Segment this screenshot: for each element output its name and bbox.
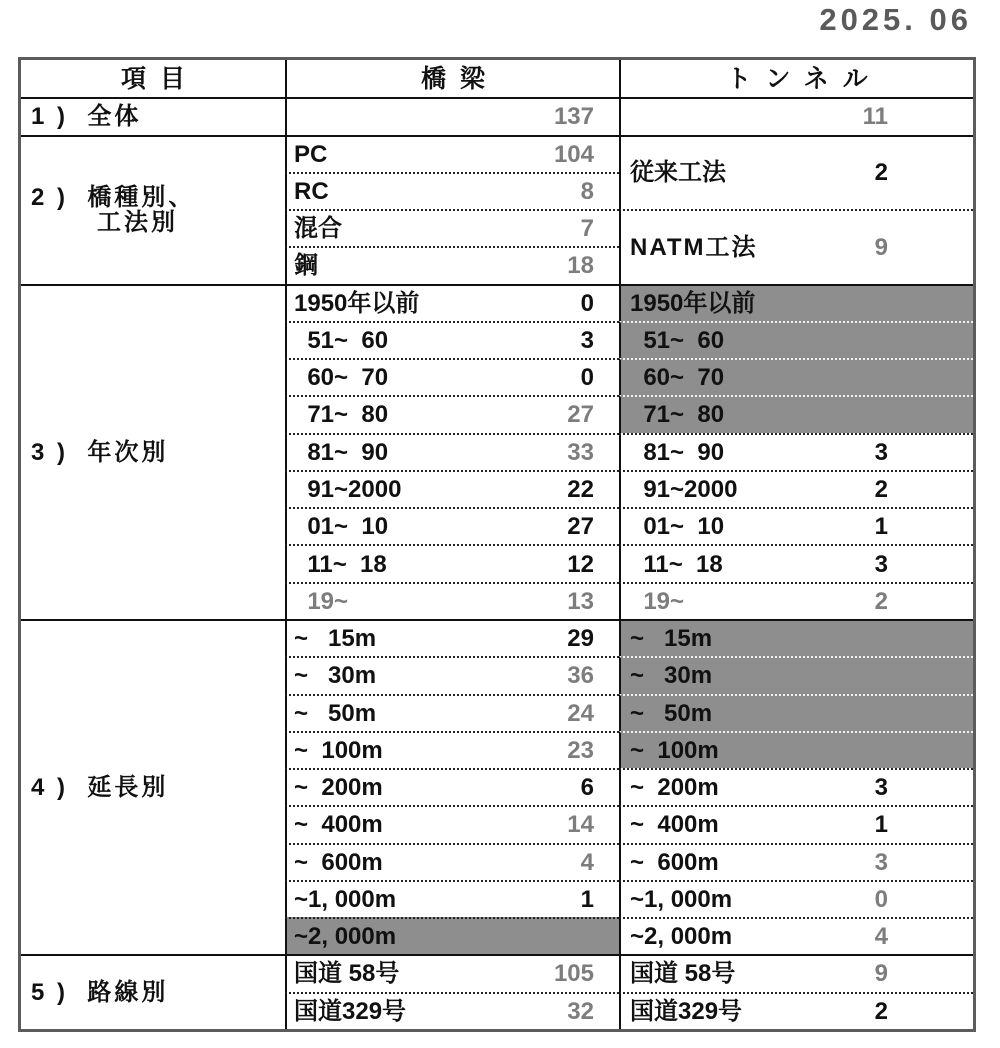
year-tunnel-7-value: 3	[874, 550, 888, 578]
length-tunnel-3-label: ~ 100m	[630, 736, 719, 764]
route-bridge-row-0	[285, 954, 619, 991]
length-bridge-row-5	[285, 805, 619, 842]
length-bridge-7-value: 1	[580, 885, 594, 913]
length-bridge-8-label: ~2, 000m	[294, 923, 397, 951]
year-bridge-2-value: 0	[580, 364, 594, 392]
length-bridge-1-value: 36	[567, 662, 594, 690]
length-bridge-6-value: 4	[580, 848, 594, 876]
header-item: 項目	[120, 64, 199, 93]
route-bridge-0-label: 国道 58号	[294, 960, 400, 988]
length-bridge-row-4	[285, 768, 619, 805]
length-tunnel-8-value: 4	[874, 923, 888, 951]
length-tunnel-8-label: ~2, 000m	[630, 923, 733, 951]
type-bridge-rc-label: RC	[294, 177, 329, 205]
length-bridge-row-8-shaded	[285, 917, 619, 954]
year-bridge-5-value: 22	[567, 475, 594, 503]
length-bridge-row-3	[285, 731, 619, 768]
length-tunnel-4-label: ~ 200m	[630, 774, 719, 802]
type-bridge-steel-value: 18	[567, 252, 594, 280]
length-tunnel-row-5	[619, 805, 973, 842]
type-bridge-steel-label: 鋼	[294, 252, 318, 280]
length-bridge-2-value: 24	[567, 699, 594, 727]
year-tunnel-row-6	[619, 507, 973, 544]
length-bridge-6-label: ~ 600m	[294, 848, 383, 876]
overall-tunnel-cell	[619, 97, 973, 134]
length-tunnel-0-label: ~ 15m	[630, 625, 713, 653]
length-bridge-5-label: ~ 400m	[294, 811, 383, 839]
year-bridge-2-label: 60~ 70	[294, 364, 389, 392]
year-bridge-row-7	[285, 544, 619, 581]
year-tunnel-row-7	[619, 544, 973, 581]
year-bridge-3-value: 27	[567, 401, 594, 429]
route-tunnel-1-value: 2	[874, 997, 888, 1025]
report-date: 2025. 06	[819, 2, 972, 37]
overall-label: 1 ) 全体	[21, 97, 285, 134]
year-bridge-6-value: 27	[567, 513, 594, 541]
type-tunnel-conventional-label: 従来工法	[630, 159, 726, 187]
year-tunnel-6-value: 1	[874, 513, 888, 541]
length-section-label-text: 4 ) 延長別	[31, 774, 169, 802]
length-bridge-row-2	[285, 694, 619, 731]
type-bridge-row-steel	[285, 246, 619, 283]
route-tunnel-row-0	[619, 954, 973, 991]
type-section-label-line1: 2 ) 橋種別、	[31, 183, 196, 211]
type-section-label	[21, 135, 285, 284]
length-tunnel-row-2-shaded	[619, 694, 973, 731]
year-bridge-6-label: 01~ 10	[294, 513, 389, 541]
year-tunnel-0-label: 1950年以前	[630, 289, 756, 317]
length-tunnel-5-label: ~ 400m	[630, 811, 719, 839]
header-bridge: 橋梁	[285, 60, 619, 97]
year-bridge-row-3	[285, 395, 619, 432]
year-tunnel-8-label: 19~	[630, 587, 685, 615]
year-tunnel-row-2-shaded	[619, 358, 973, 395]
year-tunnel-5-value: 2	[874, 475, 888, 503]
route-tunnel-row-1	[619, 992, 973, 1029]
length-bridge-row-0	[285, 619, 619, 656]
overall-bridge-cell	[285, 97, 619, 134]
type-bridge-pc-label: PC	[294, 140, 328, 168]
type-bridge-pc-value: 104	[553, 140, 594, 168]
type-bridge-row-pc	[285, 135, 619, 172]
year-bridge-8-label: 19~	[294, 587, 349, 615]
year-bridge-1-label: 51~ 60	[294, 326, 389, 354]
year-tunnel-row-4	[619, 433, 973, 470]
length-bridge-row-7	[285, 880, 619, 917]
length-bridge-row-1	[285, 656, 619, 693]
length-tunnel-6-value: 3	[874, 848, 888, 876]
year-bridge-0-value: 0	[580, 289, 594, 317]
year-tunnel-3-label: 71~ 80	[630, 401, 725, 429]
length-tunnel-5-value: 1	[874, 811, 888, 839]
year-bridge-8-value: 13	[567, 587, 594, 615]
header-tunnel: トンネル	[619, 60, 973, 97]
year-section-label-text: 3 ) 年次別	[31, 438, 169, 466]
length-tunnel-row-1-shaded	[619, 656, 973, 693]
route-bridge-1-label: 国道329号	[294, 997, 407, 1025]
route-bridge-row-1	[285, 992, 619, 1029]
length-tunnel-row-3-shaded	[619, 731, 973, 768]
year-tunnel-4-label: 81~ 90	[630, 438, 725, 466]
length-bridge-row-6	[285, 843, 619, 880]
length-bridge-2-label: ~ 50m	[294, 699, 377, 727]
overall-tunnel-value: 11	[862, 103, 888, 131]
type-bridge-mixed-label: 混合	[294, 215, 342, 243]
type-tunnel-natm-label: NATM工法	[630, 233, 758, 261]
year-bridge-row-1	[285, 321, 619, 358]
route-tunnel-0-label: 国道 58号	[630, 960, 736, 988]
type-bridge-rc-value: 8	[580, 177, 594, 205]
year-tunnel-5-label: 91~2000	[630, 475, 738, 503]
year-bridge-1-value: 3	[580, 326, 594, 354]
year-bridge-3-label: 71~ 80	[294, 401, 389, 429]
year-tunnel-row-8	[619, 582, 973, 619]
statistics-table	[18, 57, 976, 1032]
length-bridge-3-label: ~ 100m	[294, 736, 383, 764]
length-bridge-3-value: 23	[567, 736, 594, 764]
year-bridge-row-4	[285, 433, 619, 470]
route-tunnel-0-value: 9	[874, 960, 888, 988]
route-tunnel-1-label: 国道329号	[630, 997, 743, 1025]
year-tunnel-row-5	[619, 470, 973, 507]
year-bridge-7-value: 12	[567, 550, 594, 578]
year-tunnel-6-label: 01~ 10	[630, 513, 725, 541]
year-bridge-row-5	[285, 470, 619, 507]
year-bridge-4-value: 33	[567, 438, 594, 466]
route-bridge-1-value: 32	[567, 997, 594, 1025]
length-bridge-4-value: 6	[580, 774, 594, 802]
year-bridge-7-label: 11~ 18	[294, 550, 387, 578]
length-bridge-0-value: 29	[567, 625, 594, 653]
length-tunnel-7-value: 0	[874, 885, 888, 913]
length-tunnel-1-label: ~ 30m	[630, 662, 713, 690]
length-tunnel-row-8	[619, 917, 973, 954]
year-bridge-5-label: 91~2000	[294, 475, 402, 503]
overall-bridge-value: 137	[553, 103, 594, 131]
year-tunnel-8-value: 2	[874, 587, 888, 615]
length-tunnel-6-label: ~ 600m	[630, 848, 719, 876]
length-tunnel-7-label: ~1, 000m	[630, 885, 733, 913]
type-bridge-row-mixed	[285, 209, 619, 246]
type-tunnel-row-natm	[619, 209, 973, 284]
type-tunnel-natm-value: 9	[874, 233, 888, 261]
year-tunnel-1-label: 51~ 60	[630, 326, 725, 354]
year-tunnel-4-value: 3	[874, 438, 888, 466]
type-bridge-row-rc	[285, 172, 619, 209]
length-bridge-1-label: ~ 30m	[294, 662, 377, 690]
type-tunnel-row-conventional	[619, 135, 973, 210]
year-section-label	[21, 284, 285, 619]
length-tunnel-2-label: ~ 50m	[630, 699, 713, 727]
year-tunnel-row-0-shaded	[619, 284, 973, 321]
length-tunnel-4-value: 3	[874, 774, 888, 802]
year-bridge-row-6	[285, 507, 619, 544]
length-bridge-0-label: ~ 15m	[294, 625, 377, 653]
length-bridge-5-value: 14	[567, 811, 594, 839]
year-tunnel-row-1-shaded	[619, 321, 973, 358]
type-tunnel-conventional-value: 2	[874, 159, 888, 187]
route-section-label	[21, 954, 285, 1029]
length-tunnel-row-4	[619, 768, 973, 805]
route-section-label-text: 5 ) 路線別	[31, 979, 169, 1007]
length-bridge-7-label: ~1, 000m	[294, 885, 397, 913]
year-bridge-row-8	[285, 582, 619, 619]
year-bridge-row-2	[285, 358, 619, 395]
route-bridge-0-value: 105	[553, 960, 594, 988]
length-bridge-4-label: ~ 200m	[294, 774, 383, 802]
type-section-label-line2: 工法別	[97, 209, 178, 237]
length-section-label	[21, 619, 285, 954]
year-tunnel-row-3-shaded	[619, 395, 973, 432]
year-tunnel-2-label: 60~ 70	[630, 364, 725, 392]
length-tunnel-row-6	[619, 843, 973, 880]
year-tunnel-7-label: 11~ 18	[630, 550, 723, 578]
year-bridge-4-label: 81~ 90	[294, 438, 389, 466]
type-bridge-mixed-value: 7	[580, 215, 594, 243]
length-tunnel-row-7	[619, 880, 973, 917]
year-bridge-0-label: 1950年以前	[294, 289, 420, 317]
length-tunnel-row-0-shaded	[619, 619, 973, 656]
year-bridge-row-0	[285, 284, 619, 321]
